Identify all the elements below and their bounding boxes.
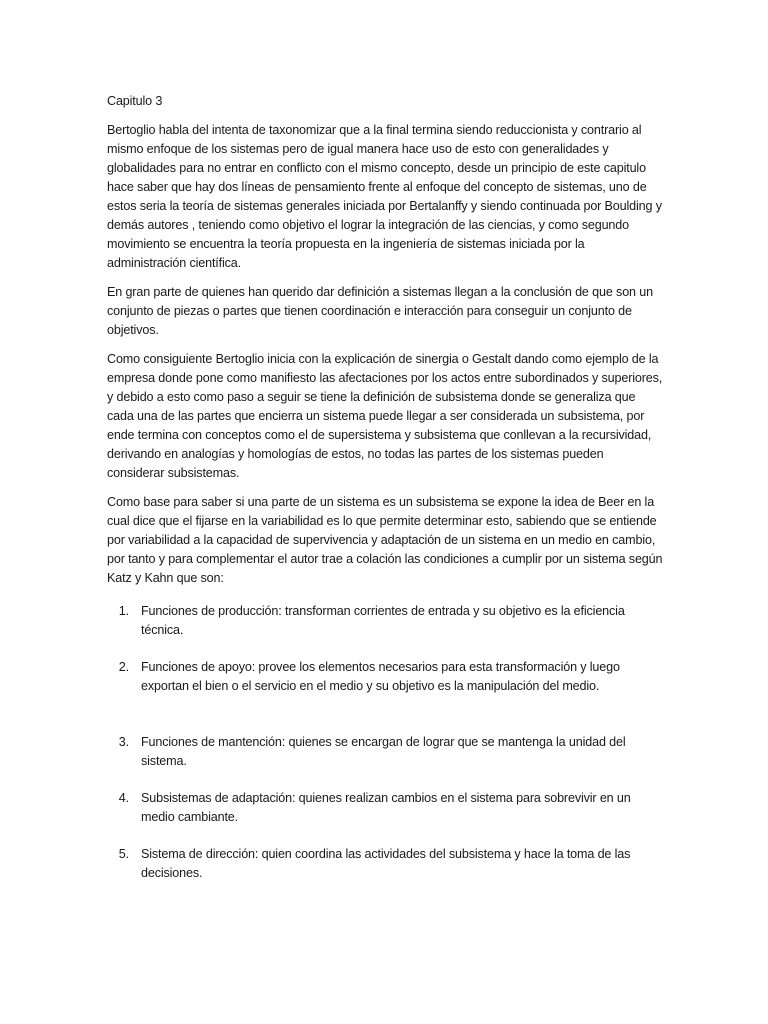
list-number: 1. [118, 604, 129, 618]
list-item-text: Funciones de producción: transforman corrientes de entrada y su objetivo es la eficiencia técnica. [141, 604, 625, 637]
list-item-text: Subsistemas de adaptación: quienes realizan cambios en el sistema para sobrevivir en un medio cambiante. [141, 791, 631, 824]
paragraph-definition: En gran parte de quienes han querido dar definición a sistemas llegan a la conclusión de que son un conjunto de piezas o partes que tienen coordinación e interacción para conseguir un conjunto de objetivos. [107, 285, 653, 337]
list-item-adaptation [107, 789, 663, 827]
list-item-maintenance [107, 733, 663, 771]
page-title: Capitulo 3 [107, 94, 163, 108]
paragraph-variability: Como base para saber si una parte de un sistema es un subsistema se expone la idea de Beer en la cual dice que el fijarse en la variabilidad es lo que permite determinar esto, sabiendo que se entiende por variabilidad a la capacidad de supervivencia y adaptación de un sistema en un medio en cambio, por tanto y para complementar el autor trae a colación las condiciones a cumplir por un sistema según Katz y Kahn que son: [107, 495, 663, 585]
paragraph-intro: Bertoglio habla del intenta de taxonomizar que a la final termina siendo reduccionista y contrario al mismo enfoque de los sistemas pero de igual manera hace uso de esto con generalidades y globalidades para no entrar en conflicto con el mismo concepto, desde un principio de este capitulo hace saber que hay dos líneas de pensamiento frente al enfoque del concepto de sistemas, uno de estos seria la teoría de sistemas generales iniciada por Bertalanffy y siendo continuada por Boulding y demás autores , teniendo como objetivo el lograr la integración de las ciencias, y como segundo movimiento se encuentra la teoría propuesta en la ingeniería de sistemas iniciada por la administración científica. [107, 123, 662, 270]
list-item-support [107, 658, 663, 696]
list-number: 4. [118, 791, 129, 805]
list-item-text: Sistema de dirección: quien coordina las actividades del subsistema y hace la toma de las decisiones. [141, 847, 631, 880]
list-number: 3. [118, 735, 129, 749]
list-item-direction [107, 845, 663, 883]
document-page [107, 92, 663, 883]
list-item-text: Funciones de mantención: quienes se encargan de lograr que se mantenga la unidad del sistema. [141, 735, 626, 768]
paragraph-synergy: Como consiguiente Bertoglio inicia con la explicación de sinergia o Gestalt dando como ejemplo de la empresa donde pone como manifiesto las afectaciones por los actos entre subordinados y superiores, y debido a esto como paso a seguir se tiene la definición de subsistema donde se generaliza que cada una de las partes que encierra un sistema puede llegar a ser considerada un subsistema, por ende termina con conceptos como el de supersistema y subsistema que conllevan a la recursividad, derivando en analogías y homologías de estos, no todas las partes de los sistemas pueden considerar subsistemas. [107, 352, 663, 480]
conditions-list [107, 602, 663, 883]
list-number: 5. [118, 847, 129, 861]
list-item-production [107, 602, 663, 640]
list-item-text: Funciones de apoyo: provee los elementos necesarios para esta transformación y luego exportan el bien o el servicio en el medio y su objetivo es la manipulación del medio. [141, 660, 620, 693]
list-number: 2. [118, 660, 129, 674]
